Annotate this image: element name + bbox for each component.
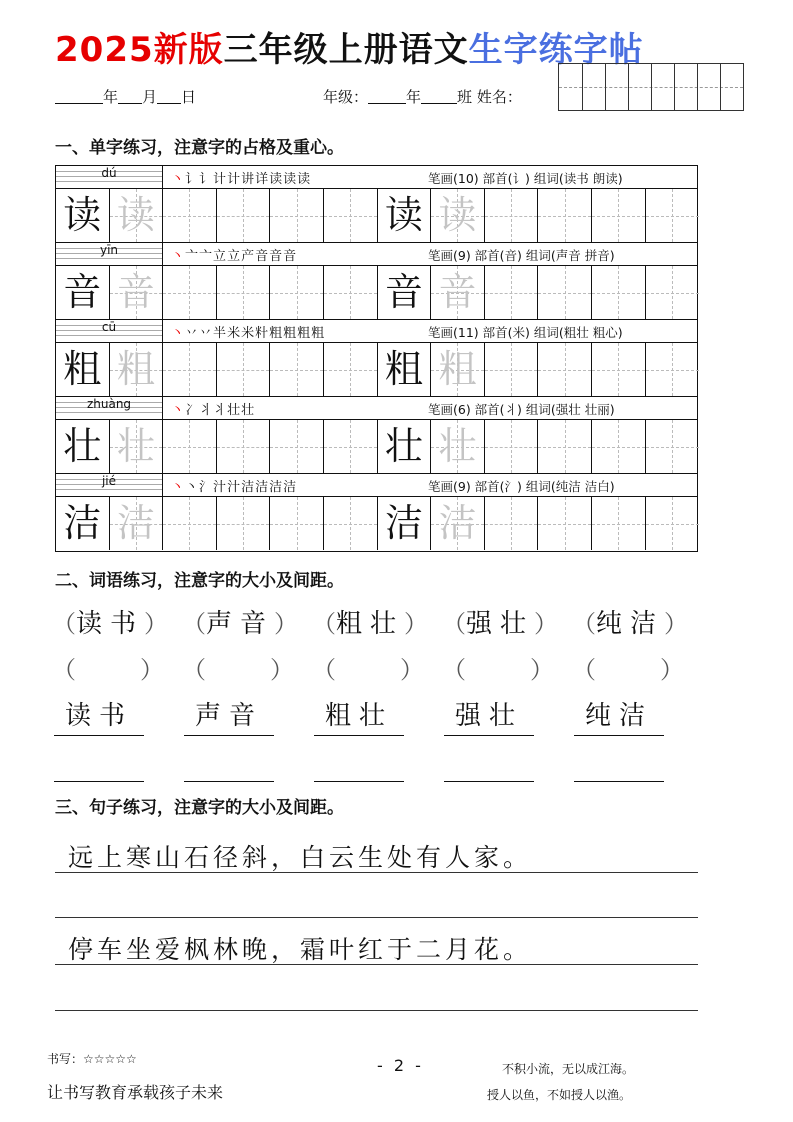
sentence-1-blank-line[interactable]: [55, 917, 698, 918]
word-text: 读书: [76, 609, 145, 639]
word-model: （读书）: [52, 609, 169, 639]
word-model: （声音）: [182, 609, 299, 639]
stroke-step: 讠: [185, 172, 200, 187]
model-character: 洁: [384, 501, 423, 545]
practice-cell[interactable]: [378, 266, 432, 319]
practice-cell[interactable]: [217, 266, 271, 319]
sentence-2: 停车坐爱枫林晚，霜叶红于二月花。: [68, 935, 533, 964]
stroke-step: 丶: [171, 172, 186, 187]
stroke-step: 丶: [171, 326, 186, 341]
title-edition: 2025新版: [55, 30, 224, 70]
practice-cell[interactable]: [431, 343, 485, 396]
word-model: （强壮）: [442, 609, 559, 639]
word-text: 粗壮: [336, 609, 405, 639]
practice-cell[interactable]: [646, 189, 700, 242]
title-subject: 生字练字帖: [468, 30, 644, 70]
practice-cell[interactable]: [538, 189, 592, 242]
word-write-line[interactable]: 纯洁: [574, 697, 664, 736]
trace-character: 粗: [116, 347, 155, 391]
pinyin: jié: [101, 474, 117, 488]
practice-cell[interactable]: [110, 266, 164, 319]
practice-cell[interactable]: [538, 343, 592, 396]
char-info-row: [56, 320, 697, 343]
trace-character: 壮: [116, 424, 155, 468]
word-empty-line[interactable]: [444, 780, 534, 782]
month-blank[interactable]: [118, 89, 142, 104]
practice-cell[interactable]: [378, 343, 432, 396]
year-blank[interactable]: [55, 89, 103, 104]
practice-cell[interactable]: [646, 343, 700, 396]
char-grid-row: [56, 420, 697, 474]
sentence-2-blank-line[interactable]: [55, 1010, 698, 1011]
pinyin-box: [56, 474, 163, 496]
page-title: [55, 22, 644, 71]
pinyin-box: [56, 243, 163, 265]
stroke-step: 丶: [185, 480, 200, 495]
practice-cell[interactable]: [56, 189, 110, 242]
pinyin-box: [56, 166, 163, 188]
char-meta: 笔画(11) 部首(米) 组词(粗壮 粗心): [428, 325, 623, 340]
pinyin-box: [56, 320, 163, 342]
stroke-step: 立: [213, 249, 228, 264]
word-write-line[interactable]: 声音: [184, 697, 274, 736]
practice-cell[interactable]: [56, 343, 110, 396]
stroke-step: 壮: [241, 403, 256, 418]
char-grid-row: [56, 343, 697, 397]
practice-cell[interactable]: [538, 497, 592, 550]
practice-cell[interactable]: [270, 420, 324, 473]
word-model: （粗壮）: [312, 609, 429, 639]
char-grid-row: [56, 266, 697, 320]
practice-cell[interactable]: [646, 420, 700, 473]
stroke-order: [171, 399, 255, 418]
stroke-step: 音: [283, 249, 298, 264]
practice-cell[interactable]: [485, 497, 539, 550]
word-empty-line[interactable]: [184, 780, 274, 782]
stroke-step: 讲: [241, 172, 256, 187]
stroke-step: 丶: [171, 403, 186, 418]
stroke-step: 丬: [199, 403, 214, 418]
char-info-row: [56, 397, 697, 420]
stroke-step: 粗: [269, 326, 284, 341]
section3-title: 三、句子练习，注意字的大小及间距。: [55, 798, 344, 818]
practice-cell[interactable]: [110, 189, 164, 242]
sentence-1: 远上寒山石径斜，白云生处有人家。: [68, 843, 533, 872]
practice-cell[interactable]: [56, 420, 110, 473]
practice-cell[interactable]: [592, 420, 646, 473]
stroke-step: 粗: [283, 326, 298, 341]
model-character: 粗: [384, 347, 423, 391]
trace-character: 洁: [438, 501, 477, 545]
stroke-step: 米: [241, 326, 256, 341]
stroke-step: 音: [269, 249, 284, 264]
stroke-step: 丷: [199, 326, 214, 341]
model-character: 读: [384, 193, 423, 237]
practice-cell[interactable]: [217, 497, 271, 550]
grade-blank[interactable]: [368, 89, 406, 104]
section1-title: 一、单字练习，注意字的占格及重心。: [55, 138, 344, 158]
stroke-step: 米: [227, 326, 242, 341]
practice-cell[interactable]: [163, 189, 217, 242]
stroke-step: 籵: [255, 326, 270, 341]
word-write-line[interactable]: 强壮: [444, 697, 534, 736]
practice-cell[interactable]: [56, 497, 110, 550]
practice-cell[interactable]: [110, 343, 164, 396]
model-character: 音: [384, 270, 423, 314]
char-info-row: [56, 243, 697, 266]
footer-quote-2: 授人以鱼，不如授人以渔。: [487, 1088, 632, 1102]
name-grid[interactable]: [558, 63, 744, 111]
stroke-step: 丬: [213, 403, 228, 418]
stroke-step: 读: [283, 172, 298, 187]
stroke-step: 计: [227, 172, 242, 187]
practice-cell[interactable]: [217, 343, 271, 396]
char-grid-row: [56, 497, 697, 551]
practice-cell[interactable]: [110, 420, 164, 473]
sentence-2-line[interactable]: [55, 964, 698, 965]
practice-cell[interactable]: [538, 266, 592, 319]
class-label: 班: [457, 88, 473, 106]
stroke-step: 详: [255, 172, 270, 187]
stroke-order: [171, 476, 297, 495]
practice-cell[interactable]: [431, 497, 485, 550]
char-meta: 笔画(6) 部首(丬) 组词(强壮 壮丽): [428, 402, 615, 417]
practice-cell[interactable]: [270, 343, 324, 396]
stroke-step: 汁: [213, 480, 228, 495]
practice-cell[interactable]: [378, 189, 432, 242]
char-grid-row: [56, 189, 697, 243]
practice-cell[interactable]: [592, 497, 646, 550]
practice-cell[interactable]: [324, 266, 378, 319]
stroke-step: 冫: [185, 403, 200, 418]
word-blank[interactable]: （ ）: [312, 656, 424, 684]
pinyin: dú: [101, 166, 117, 180]
month-label: 月: [142, 88, 158, 106]
practice-cell[interactable]: [270, 266, 324, 319]
model-character: 壮: [63, 424, 102, 468]
trace-character: 粗: [438, 347, 477, 391]
model-character: 读: [63, 193, 102, 237]
stroke-step: 读: [269, 172, 284, 187]
stroke-step: 壮: [227, 403, 242, 418]
stroke-step: 计: [213, 172, 228, 187]
word-empty-line[interactable]: [54, 780, 144, 782]
name-label: 姓名：: [476, 88, 522, 106]
word-blank[interactable]: （ ）: [52, 656, 164, 684]
practice-cell[interactable]: [163, 266, 217, 319]
stroke-step: 亠: [185, 249, 200, 264]
year-label: 年: [103, 88, 119, 106]
trace-character: 洁: [116, 501, 155, 545]
grade-year-label: 年: [406, 88, 422, 106]
pinyin: zhuàng: [86, 397, 132, 411]
practice-cell[interactable]: [163, 343, 217, 396]
stroke-order: [171, 245, 297, 264]
practice-cell[interactable]: [56, 266, 110, 319]
word-write-line[interactable]: 粗壮: [314, 697, 404, 736]
page-number: - 2 -: [377, 1056, 424, 1075]
trace-character: 壮: [438, 424, 477, 468]
stroke-step: 产: [241, 249, 256, 264]
model-character: 洁: [63, 501, 102, 545]
word-write-line[interactable]: 读书: [54, 697, 144, 736]
practice-cell[interactable]: [646, 266, 700, 319]
date-line: [55, 86, 196, 107]
practice-cell[interactable]: [270, 189, 324, 242]
character-practice-table: [55, 165, 698, 552]
day-blank[interactable]: [157, 89, 181, 104]
word-blank[interactable]: （ ）: [182, 656, 294, 684]
stroke-step: 半: [213, 326, 228, 341]
trace-character: 读: [438, 193, 477, 237]
practice-cell[interactable]: [163, 420, 217, 473]
rating-label: 书写：☆☆☆☆☆: [47, 1052, 137, 1066]
stroke-step: 洁: [269, 480, 284, 495]
section2-title: 二、词语练习，注意字的大小及间距。: [55, 571, 344, 591]
practice-cell[interactable]: [431, 266, 485, 319]
practice-cell[interactable]: [646, 497, 700, 550]
word-blank[interactable]: （ ）: [572, 656, 684, 684]
practice-cell[interactable]: [538, 420, 592, 473]
stroke-step: 洁: [241, 480, 256, 495]
practice-cell[interactable]: [217, 420, 271, 473]
practice-cell[interactable]: [324, 497, 378, 550]
practice-cell[interactable]: [431, 420, 485, 473]
word-model: （纯洁）: [572, 609, 689, 639]
word-empty-line[interactable]: [574, 780, 664, 782]
stroke-step: 讠: [199, 172, 214, 187]
practice-cell[interactable]: [163, 497, 217, 550]
word-empty-line[interactable]: [314, 780, 404, 782]
trace-character: 音: [116, 270, 155, 314]
practice-cell[interactable]: [431, 189, 485, 242]
title-grade: 三年级上册语文: [223, 30, 469, 70]
model-character: 音: [63, 270, 102, 314]
practice-cell[interactable]: [592, 189, 646, 242]
word-text: 强壮: [466, 609, 535, 639]
day-label: 日: [181, 88, 197, 106]
practice-cell[interactable]: [270, 497, 324, 550]
practice-cell[interactable]: [592, 343, 646, 396]
practice-cell[interactable]: [324, 189, 378, 242]
word-blank[interactable]: （ ）: [442, 656, 554, 684]
char-meta: 笔画(9) 部首(氵) 组词(纯洁 洁白): [428, 479, 615, 494]
char-info-row: [56, 474, 697, 497]
stroke-step: 音: [255, 249, 270, 264]
model-character: 壮: [384, 424, 423, 468]
stroke-step: 读: [297, 172, 312, 187]
stroke-step: 洁: [255, 480, 270, 495]
stroke-step: 氵: [199, 480, 214, 495]
practice-cell[interactable]: [485, 266, 539, 319]
practice-cell[interactable]: [485, 420, 539, 473]
sentence-1-line[interactable]: [55, 872, 698, 873]
trace-character: 音: [438, 270, 477, 314]
footer-quote-1: 不积小流，无以成江海。: [502, 1062, 635, 1076]
stroke-step: 丶: [171, 480, 186, 495]
practice-cell[interactable]: [378, 497, 432, 550]
stroke-step: 亠: [199, 249, 214, 264]
stroke-step: 洁: [283, 480, 298, 495]
practice-cell[interactable]: [485, 189, 539, 242]
class-line: [323, 86, 522, 107]
practice-cell[interactable]: [324, 420, 378, 473]
practice-cell[interactable]: [592, 266, 646, 319]
grade-label: 年级：: [323, 88, 369, 106]
char-meta: 笔画(9) 部首(音) 组词(声音 拼音): [428, 248, 615, 263]
pinyin: yīn: [99, 243, 119, 257]
char-info-row: [56, 166, 697, 189]
practice-cell[interactable]: [217, 189, 271, 242]
model-character: 粗: [63, 347, 102, 391]
practice-cell[interactable]: [485, 343, 539, 396]
practice-cell[interactable]: [110, 497, 164, 550]
stroke-step: 丷: [185, 326, 200, 341]
word-text: 纯洁: [596, 609, 665, 639]
practice-cell[interactable]: [378, 420, 432, 473]
stroke-step: 立: [227, 249, 242, 264]
trace-character: 读: [116, 193, 155, 237]
stroke-order: [171, 322, 325, 341]
stroke-step: 粗: [311, 326, 326, 341]
class-blank[interactable]: [421, 89, 457, 104]
stroke-step: 粗: [297, 326, 312, 341]
stroke-order: [171, 168, 311, 187]
stroke-step: 丶: [171, 249, 186, 264]
pinyin-box: [56, 397, 163, 419]
practice-cell[interactable]: [324, 343, 378, 396]
word-text: 声音: [206, 609, 275, 639]
footer-slogan: 让书写教育承载孩子未来: [47, 1083, 224, 1102]
stroke-step: 汁: [227, 480, 242, 495]
pinyin: cū: [101, 320, 117, 334]
char-meta: 笔画(10) 部首(讠) 组词(读书 朗读): [428, 171, 623, 186]
